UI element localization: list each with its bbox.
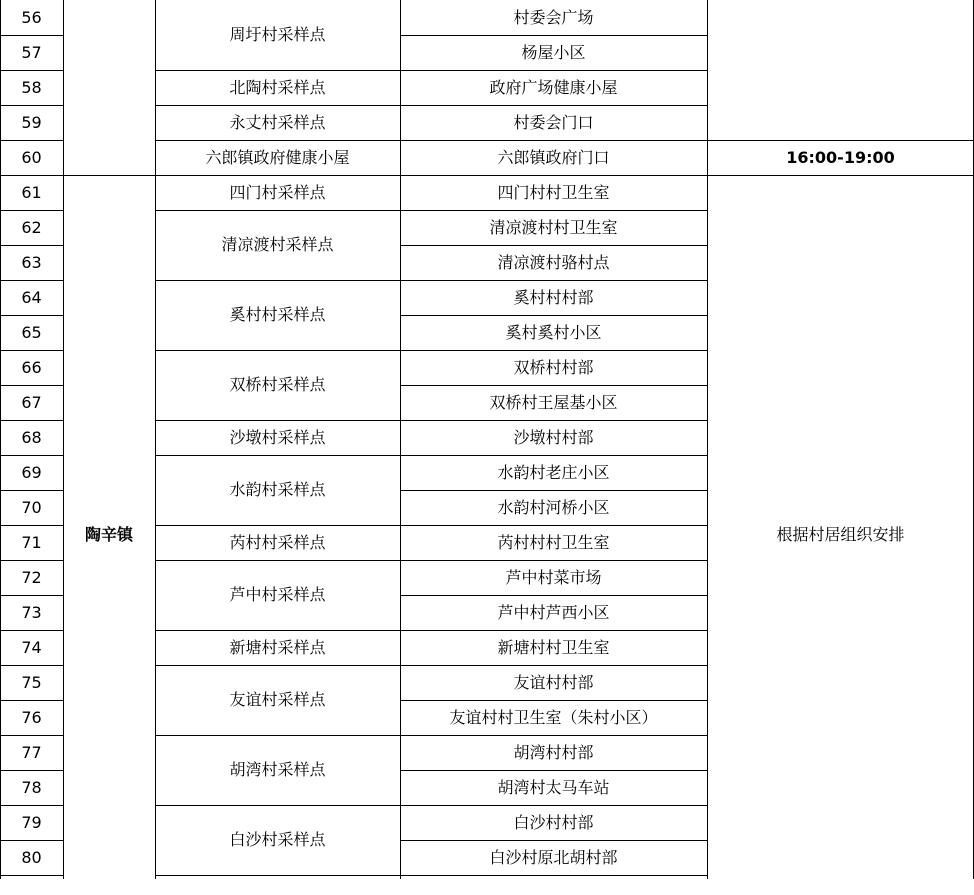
row-number: 77 bbox=[21, 742, 42, 762]
grid-line bbox=[400, 0, 401, 879]
grid-line bbox=[400, 70, 708, 71]
grid-line bbox=[63, 175, 156, 176]
grid-line bbox=[400, 140, 708, 141]
sampling-location: 六郎镇政府门口 bbox=[497, 147, 610, 167]
sampling-location: 清凉渡村村卫生室 bbox=[489, 217, 618, 237]
row-number: 68 bbox=[21, 427, 42, 447]
grid-line bbox=[0, 595, 64, 596]
sampling-location: 杨屋小区 bbox=[521, 42, 586, 62]
sampling-location: 芦中村芦西小区 bbox=[497, 602, 610, 622]
sampling-location: 奚村村村部 bbox=[513, 287, 594, 307]
row-number: 65 bbox=[21, 322, 42, 342]
grid-line bbox=[0, 210, 64, 211]
sampling-location: 村委会广场 bbox=[513, 7, 594, 27]
grid-line bbox=[0, 735, 64, 736]
row-number: 60 bbox=[21, 147, 42, 167]
grid-line bbox=[707, 140, 974, 141]
grid-line bbox=[0, 525, 64, 526]
grid-line bbox=[0, 805, 64, 806]
sampling-location: 白沙村村部 bbox=[513, 812, 594, 832]
sampling-location: 政府广场健康小屋 bbox=[489, 77, 618, 97]
grid-line bbox=[0, 840, 64, 841]
sampling-point-name: 清凉渡村采样点 bbox=[221, 235, 334, 254]
row-number: 69 bbox=[21, 462, 42, 482]
town-name: 陶辛镇 bbox=[84, 525, 133, 544]
grid-line bbox=[0, 280, 64, 281]
grid-line bbox=[400, 595, 708, 596]
row-number: 66 bbox=[21, 357, 42, 377]
grid-line bbox=[400, 490, 708, 491]
grid-line bbox=[0, 350, 64, 351]
grid-line bbox=[0, 35, 64, 36]
row-number: 79 bbox=[21, 812, 42, 832]
row-number: 67 bbox=[21, 392, 42, 412]
sampling-location: 芮村村村卫生室 bbox=[497, 532, 610, 552]
row-number: 62 bbox=[21, 217, 42, 237]
grid-line bbox=[0, 700, 64, 701]
sampling-point-name: 芦中村采样点 bbox=[229, 585, 326, 604]
row-number: 76 bbox=[21, 707, 42, 727]
sampling-location: 奚村奚村小区 bbox=[505, 322, 602, 342]
sampling-location: 胡湾村村部 bbox=[513, 742, 594, 762]
sampling-point-name: 永丈村采样点 bbox=[229, 112, 326, 132]
grid-line bbox=[400, 315, 708, 316]
grid-line bbox=[0, 140, 64, 141]
grid-line bbox=[0, 665, 64, 666]
grid-line bbox=[400, 385, 708, 386]
sampling-point-name: 北陶村采样点 bbox=[229, 77, 326, 97]
sampling-location: 白沙村原北胡村部 bbox=[489, 847, 618, 867]
grid-line bbox=[0, 560, 64, 561]
sampling-location: 新塘村村卫生室 bbox=[497, 637, 610, 657]
sampling-point-name: 新塘村采样点 bbox=[229, 637, 326, 657]
grid-line bbox=[63, 0, 64, 879]
collection-schedule: 根据村居组织安排 bbox=[776, 525, 905, 544]
sampling-point-name: 沙墩村采样点 bbox=[229, 427, 326, 447]
sampling-point-name: 友谊村采样点 bbox=[229, 690, 326, 709]
row-number: 73 bbox=[21, 602, 42, 622]
grid-line bbox=[400, 630, 708, 631]
grid-line bbox=[400, 665, 708, 666]
sampling-point-name: 双桥村采样点 bbox=[229, 375, 326, 394]
grid-line bbox=[0, 175, 64, 176]
row-number: 80 bbox=[21, 847, 42, 867]
row-number: 57 bbox=[21, 42, 42, 62]
sampling-point-name: 芮村村采样点 bbox=[229, 532, 326, 552]
row-number: 70 bbox=[21, 497, 42, 517]
row-number: 56 bbox=[21, 7, 42, 27]
grid-line bbox=[400, 350, 708, 351]
grid-line bbox=[400, 175, 708, 176]
grid-line bbox=[0, 245, 64, 246]
grid-line bbox=[400, 770, 708, 771]
grid-line bbox=[400, 280, 708, 281]
grid-line bbox=[0, 490, 64, 491]
grid-line bbox=[0, 315, 64, 316]
grid-line bbox=[400, 560, 708, 561]
grid-line bbox=[400, 455, 708, 456]
row-number: 71 bbox=[21, 532, 42, 552]
row-number: 59 bbox=[21, 112, 42, 132]
grid-line bbox=[400, 525, 708, 526]
row-number: 63 bbox=[21, 252, 42, 272]
sampling-location: 水韵村河桥小区 bbox=[497, 497, 610, 517]
row-number: 61 bbox=[21, 182, 42, 202]
row-number: 64 bbox=[21, 287, 42, 307]
collection-time: 16:00-19:00 bbox=[786, 147, 895, 167]
grid-line bbox=[0, 105, 64, 106]
sampling-location: 清凉渡村骆村点 bbox=[497, 252, 610, 272]
sampling-location: 胡湾村太马车站 bbox=[497, 777, 610, 797]
sampling-location: 友谊村村卫生室（朱村小区） bbox=[449, 707, 658, 727]
row-number: 74 bbox=[21, 637, 42, 657]
grid-line bbox=[400, 735, 708, 736]
row-number: 75 bbox=[21, 672, 42, 692]
sampling-point-name: 周圩村采样点 bbox=[229, 25, 326, 44]
sampling-location: 芦中村菜市场 bbox=[505, 567, 602, 587]
grid-line bbox=[0, 875, 64, 876]
sampling-point-name: 四门村采样点 bbox=[229, 182, 326, 202]
grid-line bbox=[400, 35, 708, 36]
sampling-point-name: 水韵村采样点 bbox=[229, 480, 326, 499]
grid-line bbox=[400, 105, 708, 106]
sampling-location: 友谊村村部 bbox=[513, 672, 594, 692]
row-number: 58 bbox=[21, 77, 42, 97]
grid-line bbox=[0, 0, 1, 879]
grid-line bbox=[0, 630, 64, 631]
grid-line bbox=[0, 70, 64, 71]
grid-line bbox=[400, 210, 708, 211]
sampling-location: 四门村村卫生室 bbox=[497, 182, 610, 202]
grid-line bbox=[400, 840, 708, 841]
grid-line bbox=[0, 385, 64, 386]
grid-line bbox=[400, 700, 708, 701]
sampling-location: 沙墩村村部 bbox=[513, 427, 594, 447]
grid-line bbox=[155, 0, 156, 879]
grid-line bbox=[0, 420, 64, 421]
grid-line bbox=[155, 875, 401, 876]
sampling-point-name: 奚村村采样点 bbox=[229, 305, 326, 324]
row-number: 72 bbox=[21, 567, 42, 587]
sampling-point-name: 白沙村采样点 bbox=[229, 830, 326, 849]
row-number: 78 bbox=[21, 777, 42, 797]
grid-line bbox=[400, 805, 708, 806]
grid-line bbox=[400, 875, 708, 876]
sampling-point-name: 六郎镇政府健康小屋 bbox=[205, 147, 350, 167]
grid-line bbox=[0, 455, 64, 456]
sampling-location: 双桥村村部 bbox=[513, 357, 594, 377]
sampling-location: 村委会门口 bbox=[513, 112, 594, 132]
grid-line bbox=[400, 420, 708, 421]
sampling-location: 水韵村老庄小区 bbox=[497, 462, 610, 482]
grid-line bbox=[707, 0, 708, 879]
grid-line bbox=[0, 770, 64, 771]
sampling-point-name: 胡湾村采样点 bbox=[229, 760, 326, 779]
grid-line bbox=[400, 245, 708, 246]
sampling-location: 双桥村王屋基小区 bbox=[489, 392, 618, 412]
